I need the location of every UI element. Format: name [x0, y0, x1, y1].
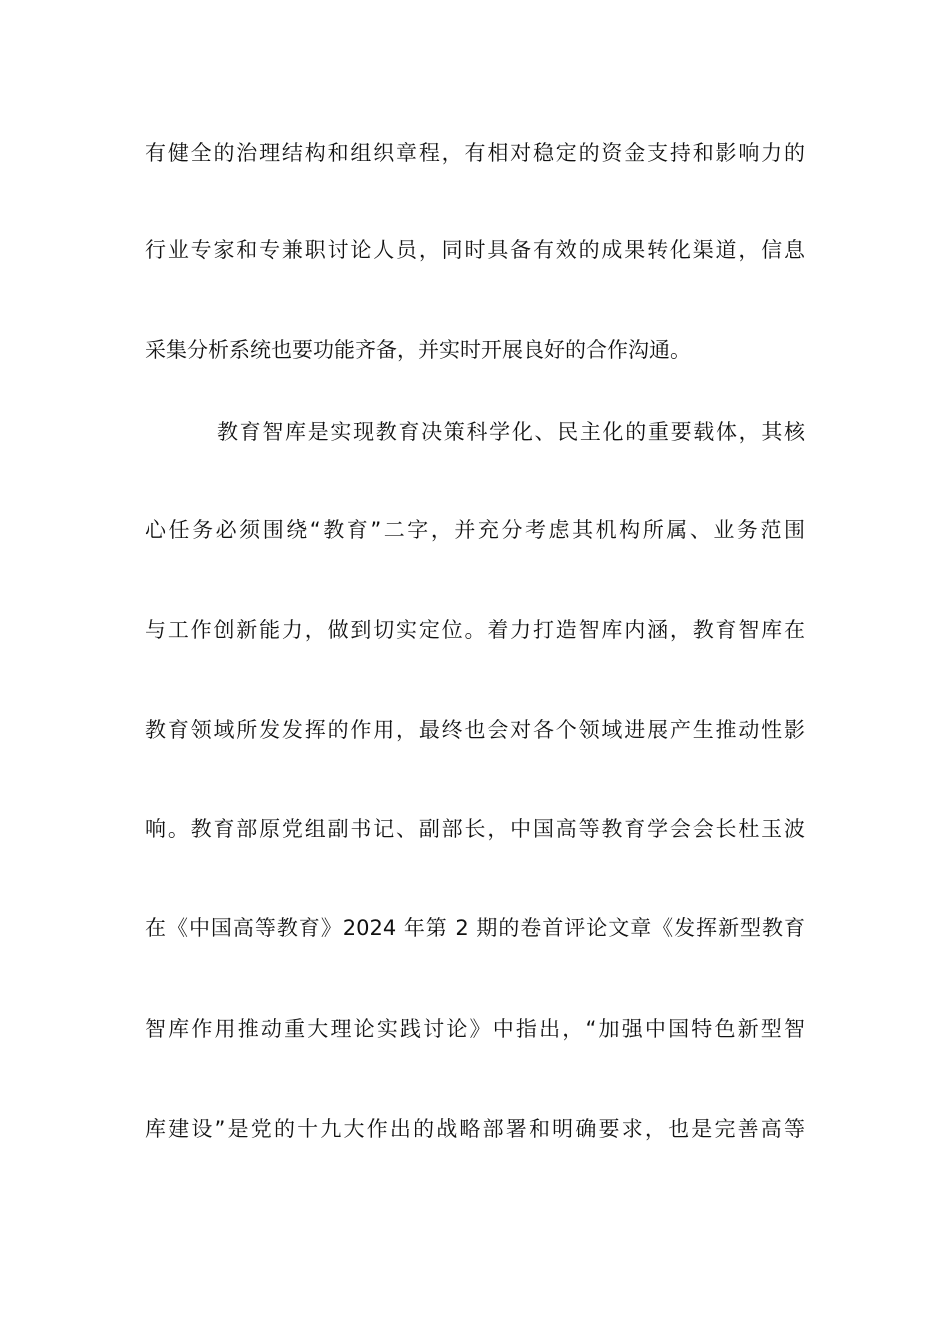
text-line-6: 与工作创新能力，做到切实定位。着力打造智库内涵，教育智库在	[145, 618, 805, 642]
text-line-1: 有健全的治理结构和组织章程，有相对稳定的资金支持和影响力的	[145, 141, 805, 165]
text-line-3: 采集分析系统也要功能齐备，并实时开展良好的合作沟通。	[145, 338, 691, 362]
text-line-2: 行业专家和专兼职讨论人员，同时具备有效的成果转化渠道，信息	[145, 238, 805, 262]
text-line-9: 在《中国高等教育》2024 年第 2 期的卷首评论文章《发挥新型教育	[145, 916, 805, 940]
text-line-10: 智库作用推动重大理论实践讨论》中指出，“加强中国特色新型智	[145, 1017, 805, 1041]
text-line-4: 教育智库是实现教育决策科学化、民主化的重要载体，其核	[217, 420, 805, 444]
text-line-11: 库建设”是党的十九大作出的战略部署和明确要求，也是完善高等	[145, 1117, 805, 1141]
text-line-7: 教育领域所发发挥的作用，最终也会对各个领域进展产生推动性影	[145, 718, 805, 742]
text-line-5: 心任务必须围绕“教育”二字，并充分考虑其机构所属、业务范围	[145, 518, 805, 542]
text-line-8: 响。教育部原党组副书记、副部长，中国高等教育学会会长杜玉波	[145, 817, 805, 841]
